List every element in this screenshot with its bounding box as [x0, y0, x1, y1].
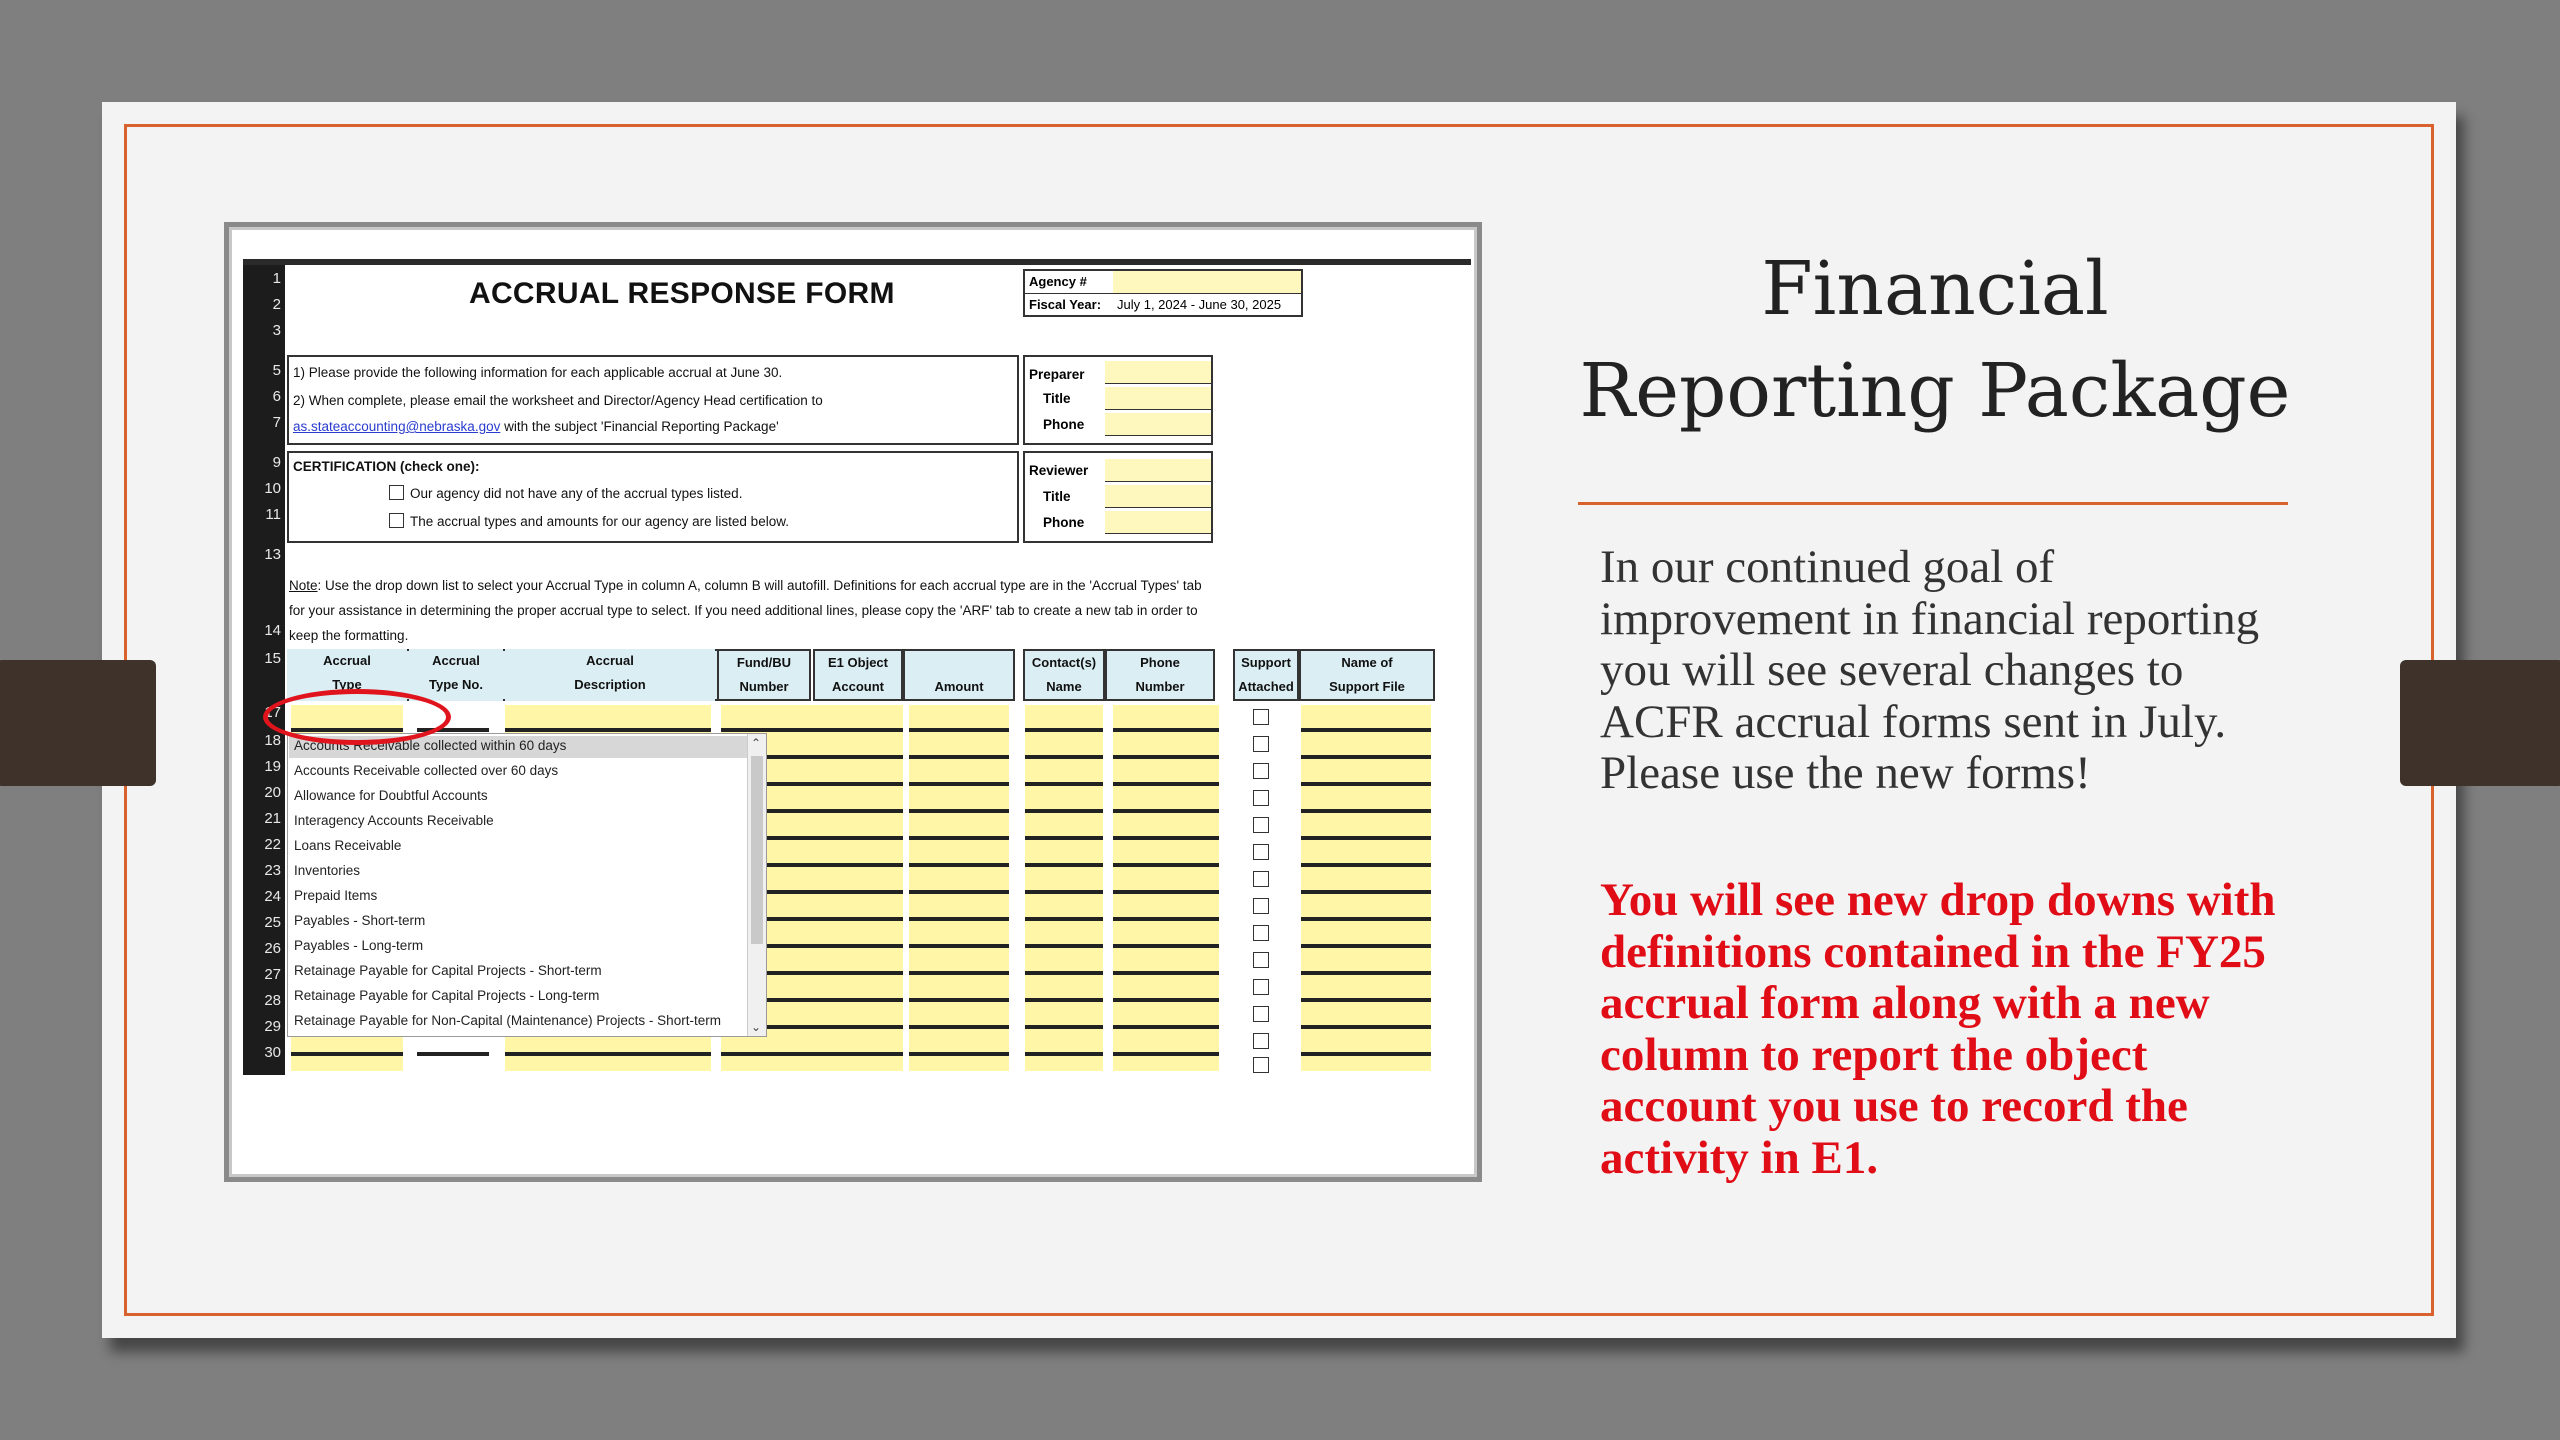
title-line-2: Reporting Package [1579, 348, 2291, 434]
title-line-1: Financial [1761, 246, 2109, 332]
dropdown-option[interactable]: Allowance for Doubtful Accounts [294, 788, 488, 803]
dropdown-scrollbar[interactable] [747, 734, 766, 1036]
support-checkbox[interactable] [1253, 790, 1269, 806]
header-phone: Phone Number [1105, 649, 1215, 701]
support-checkbox[interactable] [1253, 817, 1269, 833]
reviewer-box [1023, 451, 1213, 543]
note-line-3: keep the formatting. [289, 628, 409, 643]
note-text [289, 573, 1309, 648]
row-number: 18 [264, 732, 281, 749]
row-number: 21 [264, 810, 281, 827]
col-support-file[interactable] [1301, 705, 1431, 1071]
dropdown-option[interactable]: Payables - Long-term [294, 938, 424, 953]
reviewer-title-input[interactable] [1105, 485, 1211, 508]
scroll-down-icon[interactable]: ⌄ [751, 1020, 762, 1034]
header-accrual-type-no: Accrual Type No. [409, 649, 503, 701]
row-number: 9 [272, 454, 281, 471]
red-highlight-circle [263, 689, 451, 745]
row-number: 1 [272, 270, 281, 287]
dropdown-option[interactable]: Retainage Payable for Capital Projects - Long-term [294, 988, 600, 1003]
instruction-2: 2) When complete, please email the worksheet and Director/Agency Head certification to [293, 393, 823, 408]
note-line-2: for your assistance in determining the proper accrual type to select. If you need additional lines, please copy the 'ARF' tab to create a new tab in order to [289, 603, 1198, 618]
form-screenshot [224, 222, 1482, 1182]
row-number: 23 [264, 862, 281, 879]
instruction-3-text: with the subject 'Financial Reporting Package' [500, 419, 779, 434]
support-checkbox[interactable] [1253, 763, 1269, 779]
support-checkbox[interactable] [1253, 1006, 1269, 1022]
support-checkbox[interactable] [1253, 925, 1269, 941]
row-number: 15 [264, 650, 281, 667]
col-phone[interactable] [1113, 705, 1219, 1071]
row-number: 3 [272, 322, 281, 339]
row-number: 17 [264, 704, 281, 721]
cert-2-checkbox[interactable] [389, 513, 404, 528]
cert-option-1[interactable] [389, 485, 742, 501]
row-numbers [243, 265, 285, 1075]
cert-1-text: Our agency did not have any of the accrual types listed. [410, 486, 743, 501]
preparer-box [1023, 355, 1213, 445]
dropdown-option[interactable]: Accounts Receivable collected over 60 days [294, 763, 559, 778]
dropdown-option[interactable]: Interagency Accounts Receivable [294, 813, 494, 828]
scroll-thumb[interactable] [751, 756, 763, 944]
header-support-file: Name of Support File [1299, 649, 1435, 701]
scroll-up-icon[interactable]: ⌃ [751, 736, 762, 750]
dropdown-option[interactable]: Accounts Receivable collected within 60 days [294, 738, 567, 753]
row-number: 28 [264, 992, 281, 1009]
support-checkbox[interactable] [1253, 871, 1269, 887]
agency-input[interactable] [1113, 271, 1301, 293]
header-contact: Contact(s) Name [1023, 649, 1105, 701]
row-number: 7 [272, 414, 281, 431]
row-number: 27 [264, 966, 281, 983]
row-number: 19 [264, 758, 281, 775]
preparer-title-input[interactable] [1105, 387, 1211, 410]
form-title: ACCRUAL RESPONSE FORM [469, 277, 895, 310]
left-decor-tab [0, 660, 156, 786]
accrual-type-dropdown[interactable] [287, 733, 767, 1037]
body-text: In our continued goal of improvement in financial reporting you will see several changes to ACFR accrual forms sent in July. Please use the new forms! [1600, 541, 2260, 799]
slide-title [1560, 238, 2310, 442]
preparer-phone-label: Phone [1043, 417, 1085, 432]
reviewer-input[interactable] [1105, 459, 1211, 482]
instructions-box [287, 355, 1019, 445]
row-number: 25 [264, 914, 281, 931]
row-number: 14 [264, 622, 281, 639]
row-number: 2 [272, 296, 281, 313]
agency-box [1023, 269, 1303, 317]
support-checkbox[interactable] [1253, 979, 1269, 995]
preparer-title-label: Title [1043, 391, 1071, 406]
support-checkbox[interactable] [1253, 952, 1269, 968]
header-e1-object: E1 Object Account [813, 649, 903, 701]
row-number: 22 [264, 836, 281, 853]
preparer-input[interactable] [1105, 361, 1211, 384]
title-divider [1578, 502, 2288, 505]
dropdown-option[interactable]: Loans Receivable [294, 838, 402, 853]
preparer-label: Preparer [1029, 367, 1085, 382]
row-number: 26 [264, 940, 281, 957]
cert-1-checkbox[interactable] [389, 485, 404, 500]
dropdown-option[interactable]: Retainage Payable for Non-Capital (Maintenance) Projects - Short-term [294, 1013, 721, 1028]
spreadsheet [243, 265, 1453, 1125]
note-label: Note [289, 578, 318, 593]
dropdown-option[interactable]: Inventories [294, 863, 361, 878]
col-contact[interactable] [1025, 705, 1103, 1071]
cert-option-2[interactable] [389, 513, 789, 529]
instruction-3 [293, 419, 779, 434]
dropdown-option[interactable]: Retainage Payable for Capital Projects - Short-term [294, 963, 602, 978]
support-checkbox[interactable] [1253, 844, 1269, 860]
support-checkbox[interactable] [1253, 898, 1269, 914]
header-support: Support Attached [1233, 649, 1299, 701]
reviewer-title-label: Title [1043, 489, 1071, 504]
dropdown-option[interactable]: Prepaid Items [294, 888, 378, 903]
col-amount[interactable] [909, 705, 1009, 1071]
row-number: 10 [264, 480, 281, 497]
certification-label: CERTIFICATION (check one): [293, 459, 480, 474]
right-decor-tab [2400, 660, 2560, 786]
email-link[interactable]: as.stateaccounting@nebraska.gov [293, 419, 501, 434]
reviewer-phone-input[interactable] [1105, 511, 1211, 534]
header-accrual-description: Accrual Description [505, 649, 715, 701]
reviewer-label: Reviewer [1029, 463, 1089, 478]
highlight-text: You will see new drop downs with definitions contained in the FY25 accrual form along with a new column to report the object account you use to record the activity in E1. [1600, 874, 2276, 1184]
row-number: 30 [264, 1044, 281, 1061]
fiscal-year-label: Fiscal Year: [1029, 297, 1102, 312]
support-checkbox[interactable] [1253, 709, 1269, 725]
agency-label: Agency # [1029, 274, 1087, 289]
header-amount: Amount [903, 649, 1015, 701]
row-number: 5 [272, 362, 281, 379]
instruction-1: 1) Please provide the following information for each applicable accrual at June 30. [293, 365, 783, 380]
row-number: 20 [264, 784, 281, 801]
support-checkbox[interactable] [1253, 1033, 1269, 1049]
header-fund: Fund/BU Number [717, 649, 811, 701]
row-number: 29 [264, 1018, 281, 1035]
support-checkbox[interactable] [1253, 1057, 1269, 1073]
preparer-phone-input[interactable] [1105, 413, 1211, 436]
support-checkboxes [1253, 709, 1273, 1069]
row-number: 11 [265, 506, 281, 523]
support-checkbox[interactable] [1253, 736, 1269, 752]
note-line-1: : Use the drop down list to select your Accrual Type in column A, column B will autofill. Definitions for each accrual type are in the 'Accrual Types' tab [317, 578, 1202, 593]
cert-2-text: The accrual types and amounts for our agency are listed below. [410, 514, 789, 529]
col-e1-object[interactable] [803, 705, 903, 1071]
certification-box [287, 451, 1019, 543]
fiscal-year-value: July 1, 2024 - June 30, 2025 [1117, 297, 1282, 312]
column-header-strip [243, 259, 1471, 265]
reviewer-phone-label: Phone [1043, 515, 1085, 530]
row-number: 13 [264, 546, 281, 563]
row-number: 6 [272, 388, 281, 405]
dropdown-option[interactable]: Payables - Short-term [294, 913, 426, 928]
header-accrual-type: Accrual Type [287, 649, 407, 701]
row-number: 24 [264, 888, 281, 905]
